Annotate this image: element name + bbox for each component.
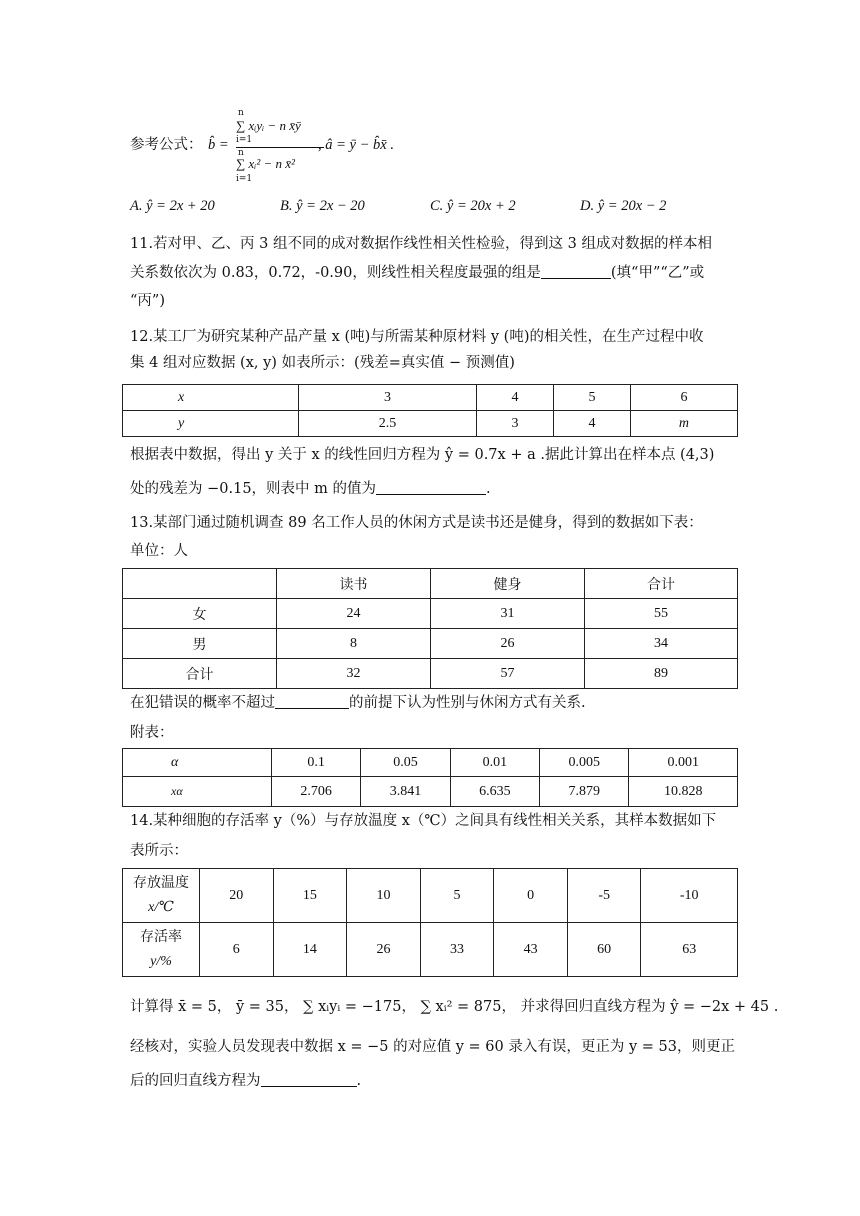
q13-line2: [130, 692, 586, 714]
q12-table: [122, 384, 738, 437]
ftable-cell: 0.01: [450, 749, 539, 777]
q13-cell: 8: [277, 629, 431, 659]
ftable-cell: 2.706: [272, 777, 361, 807]
q14-cell: 14: [273, 923, 347, 977]
q11-answer-blank: [541, 264, 611, 279]
q11-line2-text: 关系数依次为 0.83，0.72，-0.90，则线性相关程度最强的组是: [130, 265, 541, 281]
q13-cell: 女: [123, 599, 277, 629]
q11-line3: “丙”): [130, 293, 165, 309]
q14-label-a: 存活率: [140, 929, 182, 945]
q14-label-a: 存放温度: [133, 875, 189, 891]
q14-cell: 33: [420, 923, 494, 977]
ftable-cell: 3.841: [361, 777, 450, 807]
q12-cell: x: [123, 385, 299, 411]
q14-cell: -5: [567, 869, 641, 923]
q12-line1: 12.某工厂为研究某种产品产量 x (吨)与所需某种原材料 y (吨)的相关性，在生产过程中收: [130, 329, 704, 345]
q13-cell: 32: [277, 659, 431, 689]
q14-cell: 10: [347, 869, 421, 923]
q14-cell: 20: [200, 869, 274, 923]
q12-cell: y: [123, 411, 299, 437]
q13-appendix: 附表：: [130, 725, 174, 741]
q13-answer-blank: [275, 694, 349, 709]
q14-line2: 表所示：: [130, 843, 188, 859]
q12-line4-end: .: [486, 481, 491, 497]
ftable-cell: 10.828: [629, 777, 738, 807]
q13-line1: 13.某部门通过随机调查 89 名工作人员的休闲方式是读书还是健身，得到的数据如下表：: [130, 515, 703, 531]
ftable-cell: 7.879: [540, 777, 629, 807]
ftable-cell: 0.1: [272, 749, 361, 777]
q12-cell: m: [630, 411, 737, 437]
q14-cell: 60: [567, 923, 641, 977]
q13-cell: 24: [277, 599, 431, 629]
q12-cell: 4: [477, 385, 554, 411]
ftable-cell: 6.635: [450, 777, 539, 807]
q12-cell: 6: [630, 385, 737, 411]
q14-label-b: y/%: [150, 953, 172, 969]
q12-cell: 3: [299, 385, 477, 411]
q13-line2-text: 在犯错误的概率不超过: [130, 695, 275, 711]
q12-line4: [130, 478, 491, 500]
q14-cell: 6: [200, 923, 274, 977]
q13-cell: 89: [585, 659, 738, 689]
q13-unit: 单位：人: [130, 543, 188, 559]
numerator-top-limit: n: [238, 108, 244, 118]
q14-table: [122, 868, 738, 977]
q13-line2-end: 的前提下认为性别与休闲方式有关系.: [349, 695, 586, 711]
q14-line4: 经核对，实验人员发现表中数据 x = −5 的对应值 y = 60 录入有误，更正为 y = 53，则更正: [130, 1039, 735, 1055]
q14-line3: 计算得 x̄ = 5， ȳ = 35， ∑ xᵢyᵢ = −175， ∑ xᵢ² = 875， 并求得回归直线方程为 ŷ = −2x + 45 .: [130, 999, 779, 1015]
q13-cell: 合计: [123, 659, 277, 689]
q13-cell: 34: [585, 629, 738, 659]
q13-cell: 健身: [431, 569, 585, 599]
q14-line1: 14.某种细胞的存活率 y（%）与存放温度 x（℃）之间具有线性相关关系，其样本数据如下: [130, 813, 717, 829]
q14-cell: 15: [273, 869, 347, 923]
fraction-bar: [236, 147, 324, 148]
q14-cell: 26: [347, 923, 421, 977]
denominator-top-limit: n: [238, 148, 244, 158]
ftable-cell: xα: [123, 777, 272, 807]
formula-ahat: , â = ȳ − b̂x̄ .: [318, 137, 394, 153]
q14-answer-blank: [261, 1072, 357, 1087]
q12-line4-text: 处的残差为 −0.15，则表中 m 的值为: [130, 481, 377, 497]
q13-cell: [123, 569, 277, 599]
q14-row-label: [123, 923, 200, 977]
q13-cell: 31: [431, 599, 585, 629]
q14-label-b: x/℃: [148, 899, 174, 915]
ftable-cell: 0.005: [540, 749, 629, 777]
q14-row-label: [123, 869, 200, 923]
q13-cell: 读书: [277, 569, 431, 599]
formula-label: 参考公式：: [130, 137, 203, 153]
q14-cell: 5: [420, 869, 494, 923]
denominator-bottom-limit: i=1: [236, 174, 253, 184]
q13-cell: 57: [431, 659, 585, 689]
q14-cell: -10: [641, 869, 738, 923]
ftable-cell: α: [123, 749, 272, 777]
q12-line3: 根据表中数据，得出 y 关于 x 的线性回归方程为 ŷ = 0.7x + a .据此计算出在样本点 (4,3): [130, 447, 715, 463]
q14-line5-end: .: [356, 1073, 362, 1089]
q12-cell: 3: [477, 411, 554, 437]
q14-cell: 0: [494, 869, 568, 923]
q13-ftable: [122, 748, 738, 807]
q11-line1: 11.若对甲、乙、丙 3 组不同的成对数据作线性相关性检验，得到这 3 组成对数据的样本相: [130, 236, 712, 252]
q13-cell: 55: [585, 599, 738, 629]
numerator-bottom-limit: i=1: [236, 135, 253, 145]
q13-table: [122, 568, 738, 689]
q11-line2-hint: (填“甲”“乙”或: [610, 265, 705, 281]
formula-bhat: b̂ =: [208, 137, 229, 153]
q14-cell: 63: [641, 923, 738, 977]
formula-numerator: ∑ xᵢyᵢ − n x̄ȳ: [236, 118, 301, 133]
q13-cell: 合计: [585, 569, 738, 599]
q13-cell: 26: [431, 629, 585, 659]
option-b: B. ŷ = 2x − 20: [280, 198, 365, 214]
q12-line2: 集 4 组对应数据 (x, y) 如表所示：(残差=真实值 − 预测值): [130, 355, 515, 371]
option-c: C. ŷ = 20x + 2: [430, 198, 516, 214]
q12-answer-blank: [376, 480, 486, 495]
q11-line2: [130, 262, 704, 284]
option-d: D. ŷ = 20x − 2: [580, 198, 667, 214]
q14-line5-text: 后的回归直线方程为: [130, 1073, 261, 1089]
q13-cell: 男: [123, 629, 277, 659]
option-a: A. ŷ = 2x + 20: [130, 198, 215, 214]
q12-cell: 4: [553, 411, 630, 437]
ftable-cell: 0.001: [629, 749, 738, 777]
ftable-cell: 0.05: [361, 749, 450, 777]
formula-denominator: ∑ xᵢ² − n x̄²: [236, 156, 295, 171]
q12-cell: 5: [553, 385, 630, 411]
q14-line5: [130, 1070, 361, 1092]
q14-cell: 43: [494, 923, 568, 977]
q12-cell: 2.5: [299, 411, 477, 437]
